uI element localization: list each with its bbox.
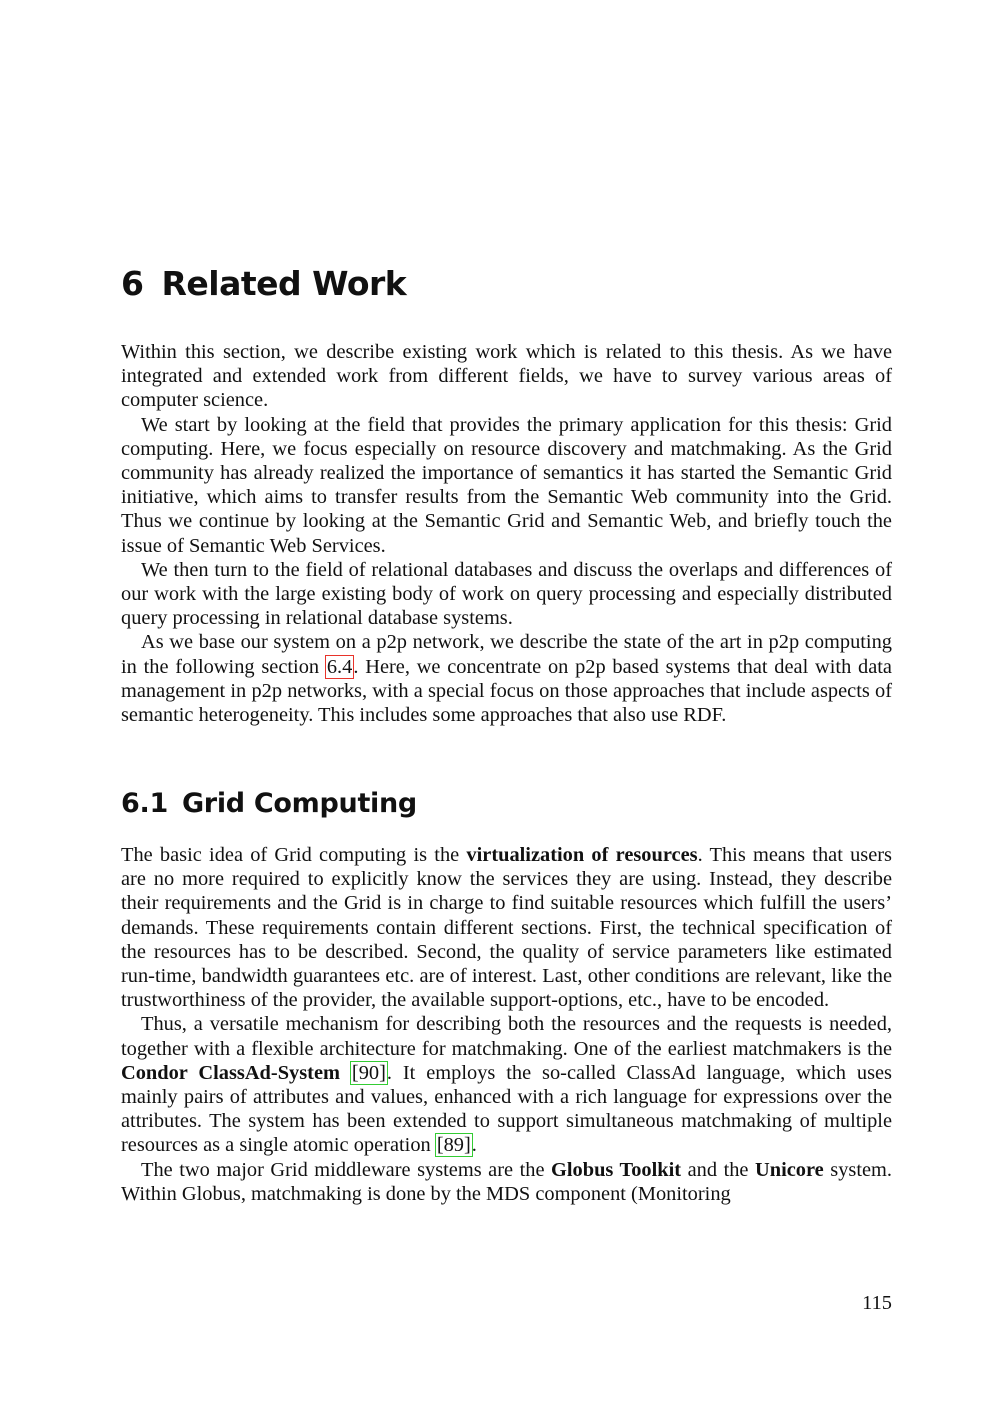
grid-paragraph-2-space — [340, 1062, 351, 1084]
intro-paragraph-4-text-a: As we base our system on a p2p network, we describe the state of the art in p2p computing in the following section — [121, 631, 892, 678]
grid-paragraph-1-text-a: The basic idea of Grid computing is the — [121, 844, 467, 866]
citation-link-90[interactable]: [90] — [351, 1061, 386, 1084]
grid-paragraph-3 — [121, 1158, 892, 1206]
grid-paragraph-2 — [121, 1012, 892, 1157]
citation-link-89[interactable]: [89] — [436, 1134, 471, 1157]
grid-paragraph-3-text-mid: and the — [681, 1158, 756, 1181]
section-title: Grid Computing — [181, 788, 417, 819]
grid-paragraph-2-text-c: . — [471, 1134, 477, 1157]
section-heading — [121, 788, 417, 819]
section-reference-link[interactable]: 6.4 — [326, 655, 353, 678]
intro-paragraph-3: We then turn to the field of relational databases and discuss the overlaps and differences of our work with the large existing body of work on query processing and especially distributed query processing in relational database systems. — [121, 558, 892, 630]
grid-paragraph-3-text-b: system. Within Globus, matchmaking is done by the MDS component (Monitoring — [121, 1158, 892, 1205]
page-number: 115 — [862, 1292, 892, 1314]
chapter-number: 6 — [121, 264, 144, 303]
grid-paragraph-2-bold: Condor ClassAd-System — [121, 1061, 340, 1084]
intro-paragraph-4-text-b: . Here, we concentrate on p2p based systems that deal with data management in p2p networks, with a special focus on those approaches that include aspects of semantic heterogeneity. This includes some approaches that also use RDF. — [121, 655, 892, 727]
intro-text — [121, 340, 892, 727]
grid-paragraph-1-bold: virtualization of resources — [466, 844, 698, 866]
intro-paragraph-2: We start by looking at the field that provides the primary application for this thesis: Grid computing. Here, we focus especially on resource discovery and matchmaking. As the Grid community has already realized the importance of semantics it has started the Semantic Grid initiative, which aims to transfer results from the Semantic Web community into the Grid. Thus we continue by looking at the Semantic Grid and Semantic Web, and briefly touch the issue of Semantic Web Services. — [121, 413, 892, 557]
grid-paragraph-2-text-a: Thus, a versatile mechanism for describing both the resources and the requests is needed, together with a flexible architecture for matchmaking. One of the earliest matchmakers is the — [121, 1013, 892, 1060]
grid-paragraph-3-text-a: The two major Grid middleware systems are the — [141, 1158, 552, 1181]
grid-paragraph-3-bold-1: Globus Toolkit — [551, 1158, 682, 1181]
intro-paragraph-1: Within this section, we describe existing work which is related to this thesis. As we have integrated and extended work from different fields, we have to survey various areas of computer science. — [121, 341, 892, 412]
grid-text — [121, 843, 892, 1206]
intro-paragraph-4 — [121, 630, 892, 727]
chapter-heading — [121, 264, 406, 303]
grid-paragraph-1-text-b: . This means that users are no more required to explicitly know the services they are using. Instead, they describe their requirements and the Grid is in charge to find suitable resources which fulfill the users’ demands. These requirements contain different sections. First, the technical specification of the resources has to be described. Second, the quality of service parameters like estimated run-time, bandwidth guarantees etc. are of interest. Last, other conditions are relevant, like the trustworthiness of the provider, the available support-options, etc., have to be encoded. — [121, 844, 892, 1012]
section-number: 6.1 — [121, 788, 168, 819]
grid-paragraph-3-bold-2: Unicore — [755, 1158, 824, 1181]
chapter-title: Related Work — [161, 264, 407, 303]
grid-paragraph-2-text-b: . It employs the so-called ClassAd language, which uses mainly pairs of attributes and values, enhanced with a rich language for expressions over the attributes. The system has been extended to support simultaneous matchmaking of multiple resources as a single atomic operation — [121, 1061, 892, 1157]
grid-paragraph-1 — [121, 843, 892, 1012]
